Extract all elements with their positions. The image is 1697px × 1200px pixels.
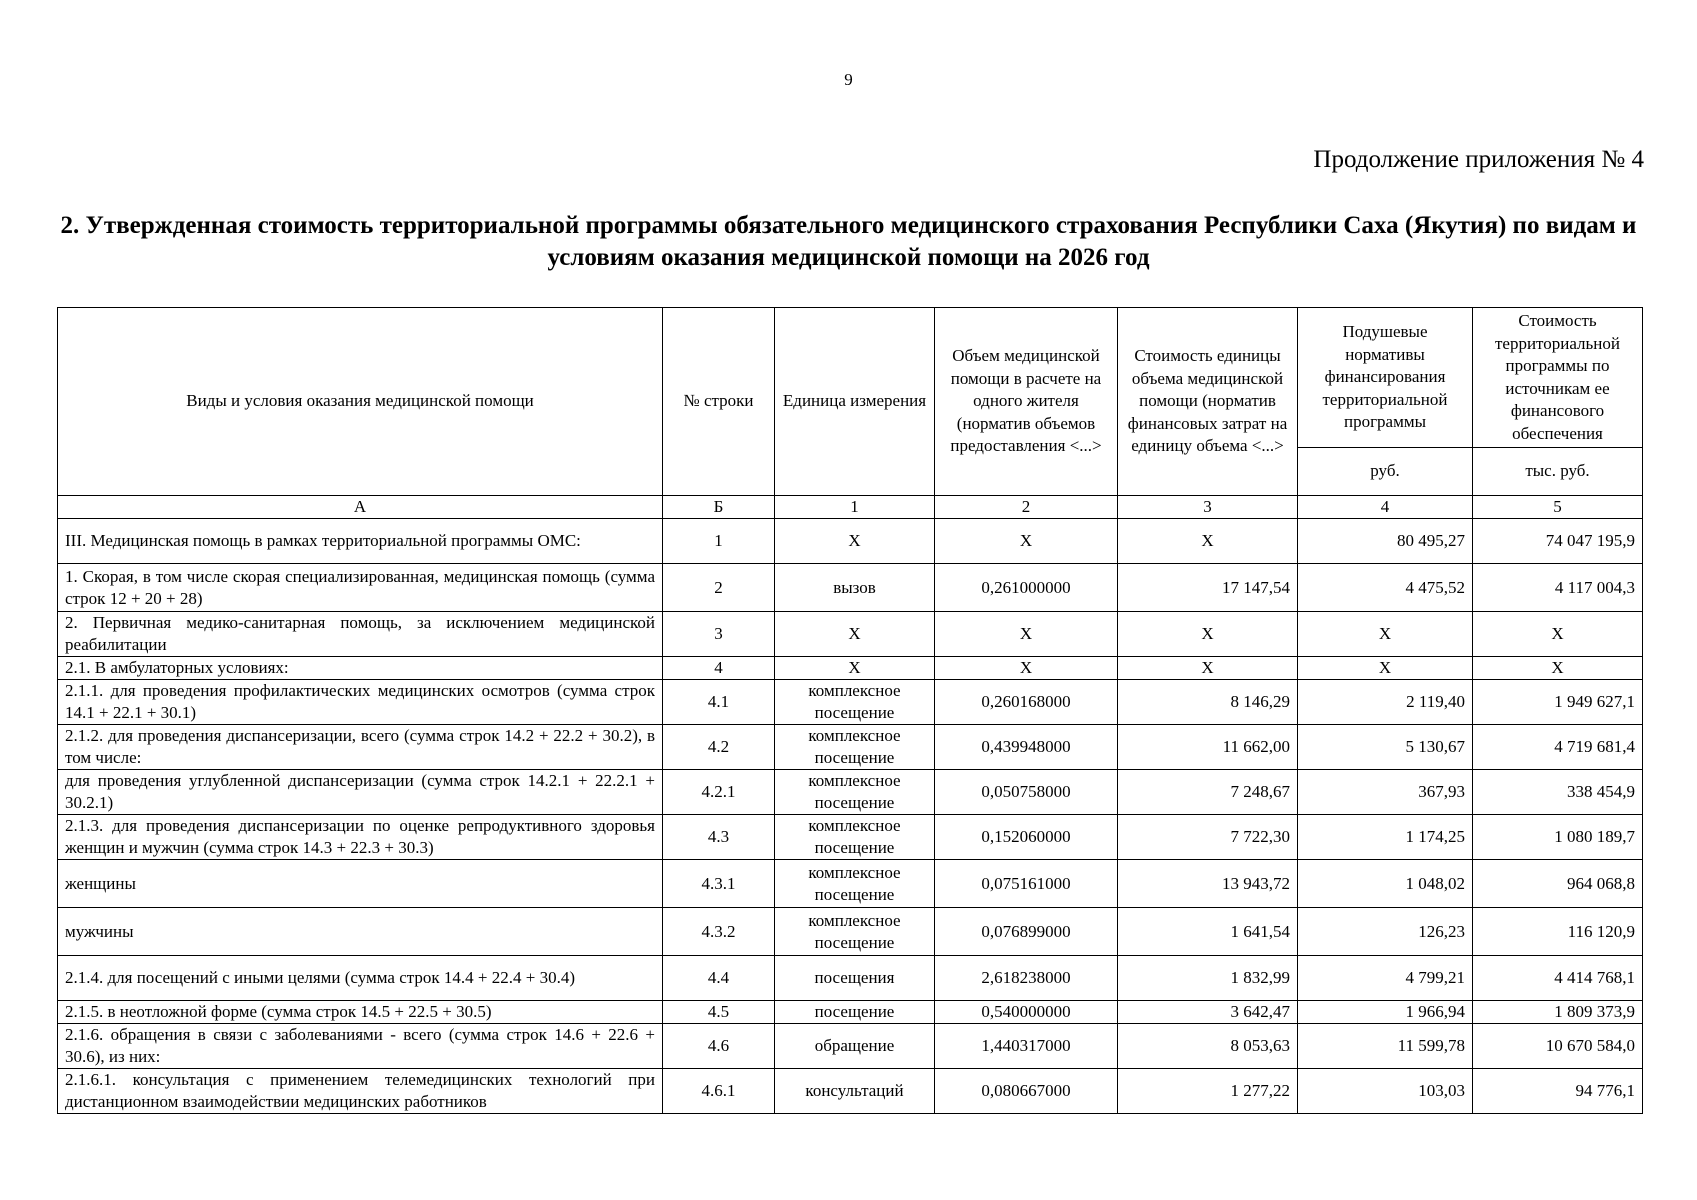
table-row [58,612,1643,657]
row-volume-cell: 2,618238000 [935,956,1118,1001]
header-per-capita-unit: руб. [1298,448,1473,496]
row-number-cell: 3 [663,612,775,657]
row-unit-cost-cell: 8 053,63 [1118,1024,1298,1069]
table-row [58,815,1643,860]
column-letter: А [58,496,663,519]
row-type-cell: 2.1.1. для проведения профилактических медицинских осмотров (сумма строк 14.1 + 22.1 + 30.1) [58,680,663,725]
row-number-cell: 4.3 [663,815,775,860]
row-per-capita-cell: Х [1298,657,1473,680]
row-unit-cell: Х [775,519,935,564]
row-type-cell: 2.1.4. для посещений с иными целями (сумма строк 14.4 + 22.4 + 30.4) [58,956,663,1001]
row-total-cost-cell: 1 809 373,9 [1473,1001,1643,1024]
page-number: 9 [844,70,853,89]
table-row [58,1069,1643,1114]
column-letter: 1 [775,496,935,519]
row-type-cell: мужчины [58,908,663,956]
row-per-capita-cell: 1 048,02 [1298,860,1473,908]
row-type-cell: 2.1.3. для проведения диспансеризации по оценке репродуктивного здоровья женщин и мужчин (сумма строк 14.3 + 22.3 + 30.3) [58,815,663,860]
table-row [58,564,1643,612]
row-unit-cell: консультаций [775,1069,935,1114]
row-unit-cost-cell: 8 146,29 [1118,680,1298,725]
table-row [58,770,1643,815]
row-type-cell: 2.1.6.1. консультация с применением телемедицинских технологий при дистанционном взаимодействии медицинских работников [58,1069,663,1114]
row-unit-cell: вызов [775,564,935,612]
row-volume-cell: 0,261000000 [935,564,1118,612]
row-per-capita-cell: 126,23 [1298,908,1473,956]
row-volume-cell: 0,260168000 [935,680,1118,725]
row-total-cost-cell: 74 047 195,9 [1473,519,1643,564]
header-type: Виды и условия оказания медицинской помощи [58,308,663,496]
row-unit-cost-cell: Х [1118,519,1298,564]
row-number-cell: 1 [663,519,775,564]
row-unit-cost-cell: 7 722,30 [1118,815,1298,860]
row-total-cost-cell: 4 117 004,3 [1473,564,1643,612]
row-volume-cell: 0,050758000 [935,770,1118,815]
row-unit-cost-cell: 13 943,72 [1118,860,1298,908]
row-volume-cell: 0,076899000 [935,908,1118,956]
row-number-cell: 4.6 [663,1024,775,1069]
row-total-cost-cell: 1 949 627,1 [1473,680,1643,725]
row-type-cell: 2.1. В амбулаторных условиях: [58,657,663,680]
row-per-capita-cell: 2 119,40 [1298,680,1473,725]
row-total-cost-cell: 116 120,9 [1473,908,1643,956]
header-total-cost: Стоимость территориальной программы по источникам ее финансового обеспечения [1473,308,1643,448]
row-number-cell: 4.3.2 [663,908,775,956]
row-total-cost-cell: 1 080 189,7 [1473,815,1643,860]
table-row [58,519,1643,564]
row-number-cell: 4.3.1 [663,860,775,908]
table-row [58,1024,1643,1069]
table-row [58,860,1643,908]
column-letter: Б [663,496,775,519]
row-per-capita-cell: 1 174,25 [1298,815,1473,860]
header-total-cost-unit: тыс. руб. [1473,448,1643,496]
column-letter: 2 [935,496,1118,519]
row-volume-cell: 0,439948000 [935,725,1118,770]
row-unit-cell: посещение [775,1001,935,1024]
row-type-cell: 1. Скорая, в том числе скорая специализированная, медицинская помощь (сумма строк 12 + 20 + 28) [58,564,663,612]
column-letter: 5 [1473,496,1643,519]
row-per-capita-cell: 367,93 [1298,770,1473,815]
row-total-cost-cell: 94 776,1 [1473,1069,1643,1114]
header-volume: Объем медицинской помощи в расчете на одного жителя (норматив объемов предоставления <...> [935,308,1118,496]
row-volume-cell: Х [935,519,1118,564]
document-title: 2. Утвержденная стоимость территориальной программы обязательного медицинского страхования Республики Саха (Якутия) по видам и условиям оказания медицинской помощи на 2026 год [60,212,1637,271]
header-cost-unit: Стоимость единицы объема медицинской помощи (норматив финансовых затрат на единицу объема <...> [1118,308,1298,496]
row-total-cost-cell: 4 719 681,4 [1473,725,1643,770]
row-unit-cost-cell: Х [1118,657,1298,680]
row-volume-cell: 0,080667000 [935,1069,1118,1114]
row-unit-cost-cell: 1 641,54 [1118,908,1298,956]
row-volume-cell: 0,540000000 [935,1001,1118,1024]
row-type-cell: III. Медицинская помощь в рамках территориальной программы ОМС: [58,519,663,564]
row-unit-cost-cell: 7 248,67 [1118,770,1298,815]
cost-table [57,307,1643,1114]
row-type-cell: 2.1.5. в неотложной форме (сумма строк 14.5 + 22.5 + 30.5) [58,1001,663,1024]
table-row [58,1001,1643,1024]
row-per-capita-cell: 4 799,21 [1298,956,1473,1001]
header-per-capita: Подушевые нормативы финансирования территориальной программы [1298,308,1473,448]
row-unit-cost-cell: 17 147,54 [1118,564,1298,612]
row-volume-cell: Х [935,612,1118,657]
row-unit-cost-cell: Х [1118,612,1298,657]
row-per-capita-cell: 4 475,52 [1298,564,1473,612]
table-row [58,956,1643,1001]
row-unit-cell: посещения [775,956,935,1001]
row-volume-cell: 0,152060000 [935,815,1118,860]
row-type-cell: 2.1.2. для проведения диспансеризации, всего (сумма строк 14.2 + 22.2 + 30.2), в том числе: [58,725,663,770]
table-row [58,680,1643,725]
row-number-cell: 2 [663,564,775,612]
row-unit-cost-cell: 1 277,22 [1118,1069,1298,1114]
row-unit-cell: комплексное посещение [775,680,935,725]
row-unit-cell: комплексное посещение [775,815,935,860]
row-total-cost-cell: Х [1473,657,1643,680]
row-volume-cell: 0,075161000 [935,860,1118,908]
row-number-cell: 4.2.1 [663,770,775,815]
row-per-capita-cell: 1 966,94 [1298,1001,1473,1024]
row-number-cell: 4.6.1 [663,1069,775,1114]
row-unit-cell: Х [775,612,935,657]
column-letters-row [58,496,1643,519]
row-unit-cost-cell: 3 642,47 [1118,1001,1298,1024]
row-unit-cell: обращение [775,1024,935,1069]
row-total-cost-cell: 964 068,8 [1473,860,1643,908]
header-row-no: № строки [663,308,775,496]
row-type-cell: для проведения углубленной диспансеризации (сумма строк 14.2.1 + 22.2.1 + 30.2.1) [58,770,663,815]
column-letter: 4 [1298,496,1473,519]
row-unit-cell: комплексное посещение [775,860,935,908]
row-per-capita-cell: 11 599,78 [1298,1024,1473,1069]
row-unit-cell: комплексное посещение [775,725,935,770]
row-unit-cost-cell: 11 662,00 [1118,725,1298,770]
row-total-cost-cell: 10 670 584,0 [1473,1024,1643,1069]
row-total-cost-cell: 4 414 768,1 [1473,956,1643,1001]
appendix-label: Продолжение приложения № 4 [1313,146,1644,173]
row-volume-cell: Х [935,657,1118,680]
column-letter: 3 [1118,496,1298,519]
row-number-cell: 4 [663,657,775,680]
row-per-capita-cell: 80 495,27 [1298,519,1473,564]
row-unit-cell: комплексное посещение [775,908,935,956]
row-per-capita-cell: Х [1298,612,1473,657]
row-type-cell: 2.1.6. обращения в связи с заболеваниями - всего (сумма строк 14.6 + 22.6 + 30.6), из них: [58,1024,663,1069]
row-total-cost-cell: 338 454,9 [1473,770,1643,815]
row-per-capita-cell: 103,03 [1298,1069,1473,1114]
row-unit-cell: комплексное посещение [775,770,935,815]
row-type-cell: женщины [58,860,663,908]
header-unit: Единица измерения [775,308,935,496]
table-row [58,908,1643,956]
row-per-capita-cell: 5 130,67 [1298,725,1473,770]
row-number-cell: 4.4 [663,956,775,1001]
row-number-cell: 4.2 [663,725,775,770]
table-row [58,657,1643,680]
row-type-cell: 2. Первичная медико-санитарная помощь, за исключением медицинской реабилитации [58,612,663,657]
row-number-cell: 4.5 [663,1001,775,1024]
row-volume-cell: 1,440317000 [935,1024,1118,1069]
row-unit-cost-cell: 1 832,99 [1118,956,1298,1001]
row-number-cell: 4.1 [663,680,775,725]
table-row [58,725,1643,770]
row-unit-cell: Х [775,657,935,680]
row-total-cost-cell: Х [1473,612,1643,657]
